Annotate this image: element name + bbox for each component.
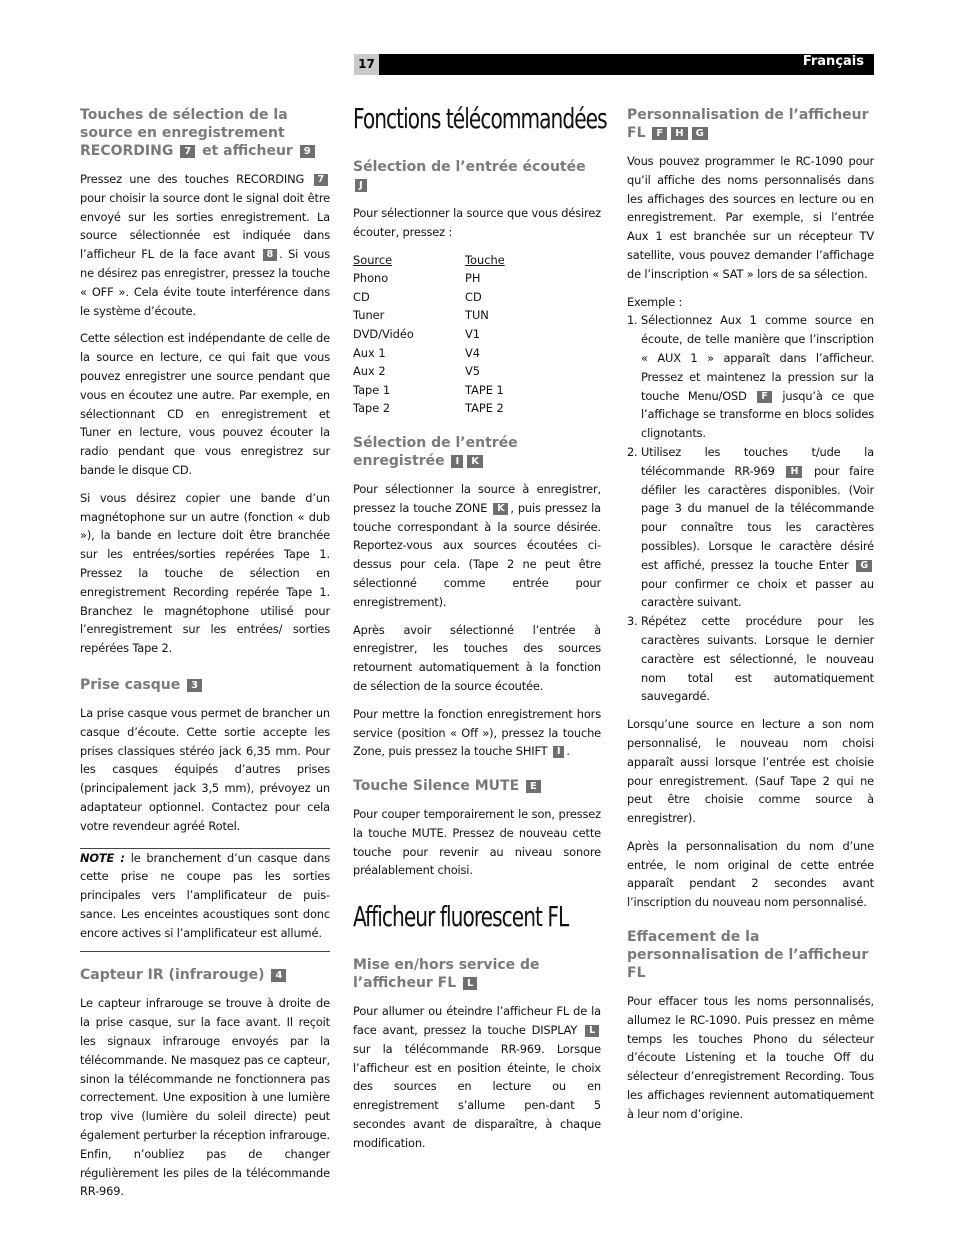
heading-casque: Prise casque 3 bbox=[80, 676, 330, 694]
heading-ir: Capteur IR (infrarouge) 4 bbox=[80, 966, 330, 984]
key-tag-E: E bbox=[526, 780, 541, 793]
key-tag-7: 7 bbox=[314, 174, 328, 186]
column-right bbox=[627, 100, 874, 1133]
paragraph: Lorsqu’une source en lecture a son nom personnalisé, le nouveau nom choisi apparaît aussi lorsque l’entrée est choisie pour enregistrement. (Sauf Tape 2 qui ne peut être choisie comme source à enregistrer). bbox=[627, 717, 874, 826]
section-title: Fonctions télécommandées bbox=[353, 102, 607, 135]
table-row: Tuner TUN bbox=[353, 308, 489, 323]
key-tag-I: I bbox=[451, 455, 463, 468]
paragraph: Vous pouvez programmer le RC-1090 pour qu’il affiche des noms personnalisés dans les affichages des sources en lecture ou en enregistrement. Par exemple, si l’entrée Aux 1 est branchée sur un récepteur TV satellite, vous pouvez demander l’affichage de l’inscription « SAT » lors de sa sélection. bbox=[627, 154, 874, 281]
paragraph: Pour allumer ou éteindre l’afficheur FL de la face avant, pressez la touche DISPLAY L sur la télécommande RR-969. Lorsque l’afficheur est en position éteinte, le choix des sources en lecture ou en enregistrement s’allume pen-dant 5 secondes avant de disparaître, à chaque modification. bbox=[353, 1004, 601, 1150]
language-label: Français bbox=[802, 54, 864, 69]
paragraph: Pour sélectionner la source à enregistrer, pressez la touche ZONE K , puis pressez la touche correspondant à la source désirée. Reportez-vous aux sources écoutées ci-dessus pour cela. (Tape 2 ne peut être sélectionné comme entrée pour enregistrement). bbox=[353, 481, 601, 609]
divider bbox=[80, 951, 330, 952]
paragraph: Pour effacer tous les noms personnalisés, allumez le RC-1090. Puis pressez en même temps les touches Phono du sélecteur d’écoute Listening et la touche Off du sélecteur d’enregistrement Recording. Tous les affichages reviennent automatiquement à leur nom d’origine. bbox=[627, 994, 874, 1121]
table-header: Source bbox=[353, 252, 393, 267]
list-item: 2. Utilisez les touches t/ude la télécommande RR-969 H pour faire défiler les caractères disponibles. (Voir page 3 du manuel de la télécommande pour connaître tous les caractères possibles). Lorsque le caractère désiré est affiché, pressez la touche Enter G pour confirmer ce choix et passer au caractère suivant. bbox=[641, 443, 874, 612]
heading-mute: Touche Silence MUTE E bbox=[353, 777, 601, 795]
table-row: Tape 1 TAPE 1 bbox=[353, 382, 504, 397]
column-middle bbox=[353, 100, 607, 1162]
key-tag-K: K bbox=[493, 503, 508, 515]
paragraph: Pour couper temporairement le son, pressez la touche MUTE. Pressez de nouveau cette touche pour revenir au niveau sonore préalablement choisi. bbox=[353, 807, 601, 878]
paragraph: Pressez une des touches RECORDING 7 pour choisir la source dont le signal doit être envoyé sur les sorties enregistrement. La source sélectionnée est indiquée dans l’afficheur FL de la face avant 8 . Si vous ne désirez pas enregistrer, pressez la touche « OFF ». Cela évite toute interférence dans le système d’écoute. bbox=[80, 172, 330, 318]
list-item: 3. Répétez cette procédure pour les caractères suivants. Lorsque le dernier caractère est sélectionné, le nouveau nom total est automatiquement sauvegardé. bbox=[641, 612, 874, 706]
key-tag-F: F bbox=[652, 127, 667, 140]
table-row: Phono PH bbox=[353, 271, 481, 286]
key-tag-K: K bbox=[467, 455, 483, 468]
paragraph: Pour sélectionner la source que vous désirez écouter, pressez : bbox=[353, 206, 601, 239]
key-tag-7: 7 bbox=[180, 145, 195, 158]
paragraph: Cette sélection est indépendante de celle de la source en lecture, ce qui fait que vous pouvez enregistrer une source pendant que vous en écoutez une autre. Par exemple, en sélectionnant CD en enregistrement et Tuner en lecture, vous pouvez écouter la radio pendant que vous enregistrez sur bande le disque CD. bbox=[80, 331, 330, 477]
heading-effacement: Effacement de la personnalisation de l’afficheur FL bbox=[627, 929, 869, 982]
heading-enregistree: Sélection de l’entrée enregistrée I K bbox=[353, 434, 518, 469]
key-tag-I: I bbox=[553, 746, 564, 758]
paragraph: Après avoir sélectionné l’entrée à enregistrer, les touches des sources retournent automatiquement à la fonction de sélection de la source écoutée. bbox=[353, 622, 601, 693]
steps-list bbox=[627, 311, 874, 706]
paragraph: Après la personnalisation du nom d’une entrée, le nom original de cette entrée apparaît pendant 2 secondes avant l’inscription du nouveau nom personnalisé. bbox=[627, 838, 874, 910]
paragraph: Si vous désirez copier une bande d’un magnétophone sur un autre (fonction « dub »), la bande en lecture doit être branchée sur les entrées/sorties repérées Tape 1. Pressez la touche de sélection en enregistrement Recording repérée Tape 1. Branchez le magnétophone utilisé pour l’enregistrement sur les entrées/ sorties repérées Tape 2. bbox=[80, 490, 330, 656]
table-row: Tape 2 TAPE 2 bbox=[353, 401, 504, 416]
heading-recording: Touches de sélection de la source en enregistrement RECORDING 7 et afficheur 9 bbox=[80, 106, 330, 160]
key-tag-L: L bbox=[585, 1025, 599, 1037]
key-tag-8: 8 bbox=[263, 249, 277, 261]
key-tag-H: H bbox=[786, 466, 802, 478]
page-header-bar bbox=[354, 54, 874, 75]
key-tag-G: G bbox=[856, 560, 872, 572]
key-tag-3: 3 bbox=[187, 679, 202, 692]
source-table bbox=[353, 251, 577, 418]
note-label: NOTE : bbox=[80, 850, 125, 865]
key-tag-4: 4 bbox=[271, 969, 286, 982]
table-header: Touche bbox=[465, 252, 505, 267]
page-number: 17 bbox=[354, 54, 379, 75]
paragraph: La prise casque vous permet de brancher un casque d’écoute. Cette sortie accepte les prises classiques stéréo jack 6,35 mm. Pour les casques équipés d’autres prises (principalement jack 3,5 mm), prévoyez un adaptateur optionnel. Contactez pour cela votre revendeur agréé Rotel. bbox=[80, 705, 330, 833]
key-tag-L: L bbox=[463, 977, 477, 990]
key-tag-9: 9 bbox=[300, 145, 315, 158]
paragraph: Le capteur infrarouge se trouve à droite de la prise casque, sur la face avant. Il reçoit les signaux infrarouge envoyés par la télécommande. Ne masquez pas ce capteur, sinon la télécommande ne fonctionnera pas correctement. Une exposition à une lumière trop vive (lumière du soleil directe) peut également perturber la réception infrarouge. Enfin, n’oubliez pas de changer régulièrement les piles de la télécommande RR-969. bbox=[80, 996, 330, 1199]
list-item: 1. Sélectionnez Aux 1 comme source en écoute, de telle manière que l’inscription « AUX 1 » apparaît dans l’afficheur. Pressez et maintenez la pression sur la touche Menu/OSD F jusqu’à ce que l’affichage se transforme en blocs solides clignotants. bbox=[641, 311, 874, 443]
heading-miseenservice: Mise en/hors service de l’afficheur FL L bbox=[353, 957, 540, 992]
paragraph: Pour mettre la fonction enregistrement hors service (position « Off »), pressez la touche Zone, puis pressez la touche SHIFT I . bbox=[353, 706, 601, 759]
key-tag-J: J bbox=[355, 179, 367, 192]
column-left bbox=[80, 100, 330, 1210]
table-row: DVD/Vidéo V1 bbox=[353, 326, 481, 341]
heading-ecoutee: Sélection de l’entrée écoutée J bbox=[353, 159, 586, 191]
table-row: Aux 2 V5 bbox=[353, 364, 481, 379]
example-label: Exemple : bbox=[627, 294, 683, 309]
heading-personnalisation: Personnalisation de l’afficheur FL F H G bbox=[627, 107, 869, 141]
table-row: Aux 1 V4 bbox=[353, 345, 481, 360]
key-tag-G: G bbox=[692, 127, 708, 140]
section-title: Afficheur fluorescent FL bbox=[353, 900, 569, 934]
key-tag-H: H bbox=[671, 127, 687, 140]
table-row: CD CD bbox=[353, 289, 482, 304]
note: NOTE : le branchement d’un casque dans cette prise ne coupe pas les sorties principales vers l’amplificateur de puis-sance. Les enceintes acoustiques sont donc encore actives si l’amplificateur est allumé. bbox=[80, 850, 330, 940]
key-tag-F: F bbox=[757, 391, 771, 403]
